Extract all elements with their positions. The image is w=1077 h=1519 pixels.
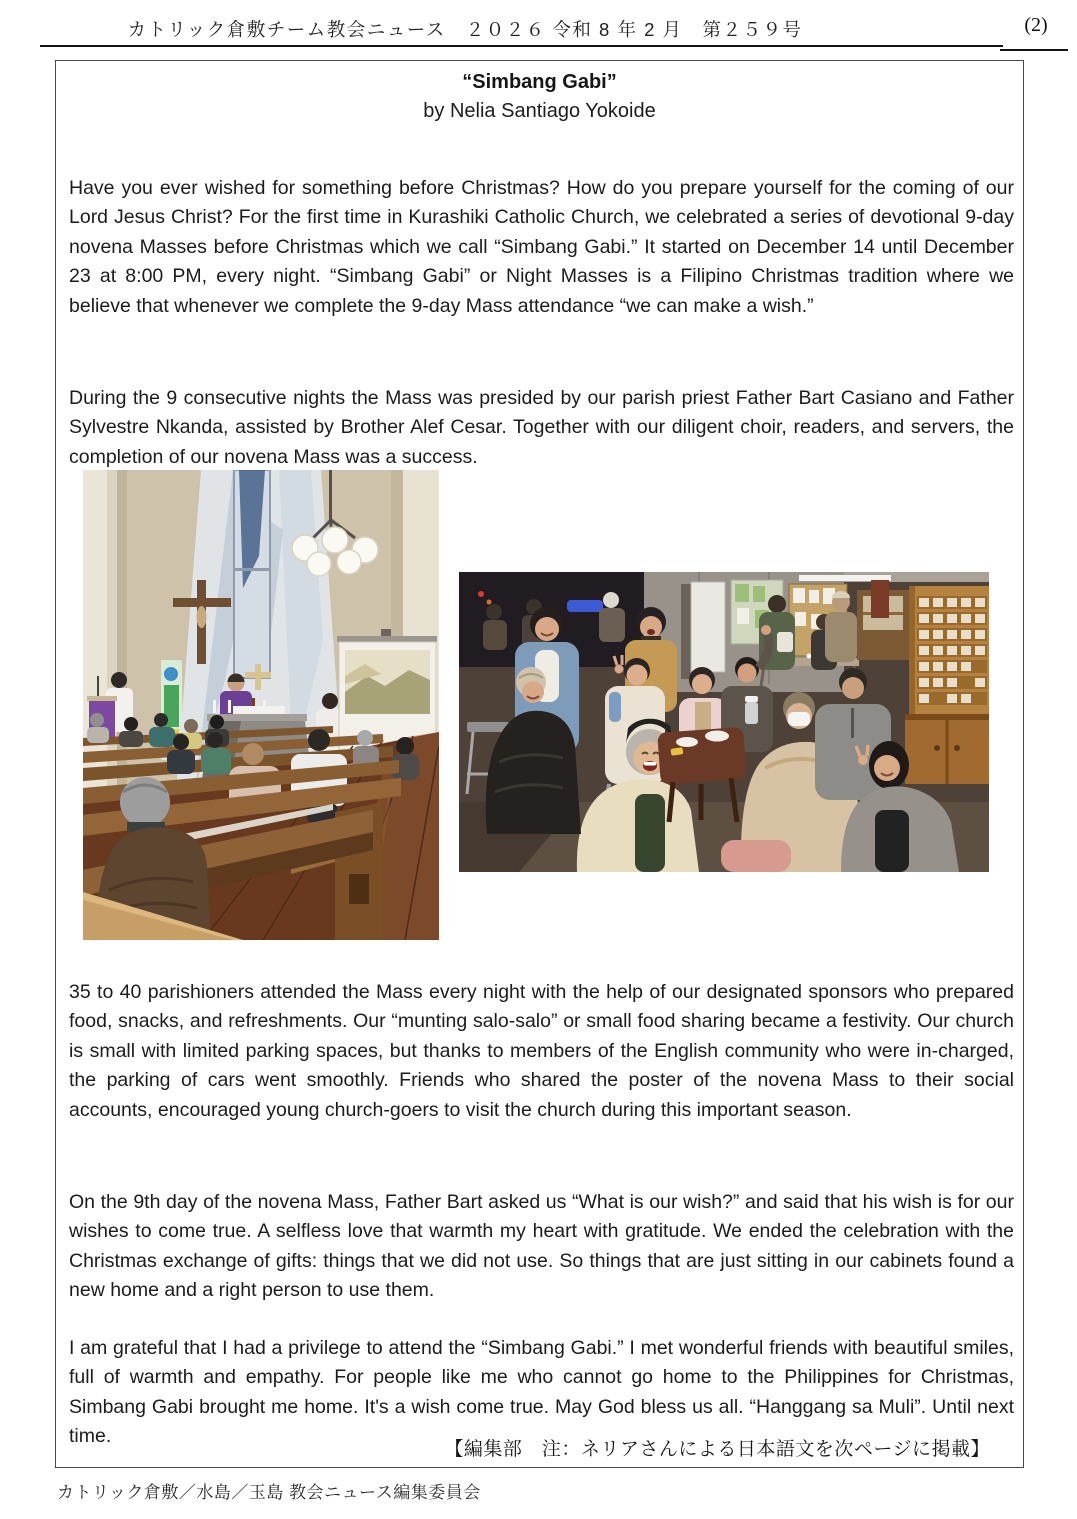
church-mass-photo	[83, 470, 439, 940]
article-byline: by Nelia Santiago Yokoide	[423, 100, 656, 122]
page-number-underline	[1000, 49, 1068, 51]
footer-publisher: カトリック倉敷／水島／玉島 教会ニュース編集委員会	[57, 1483, 481, 1502]
article-box	[55, 60, 1024, 1468]
newsletter-title: カトリック倉敷チーム教会ニュース ２０２６ 令和 8 年 2 月 第２５９号	[127, 19, 803, 40]
fellowship-photo	[459, 572, 989, 872]
article-title: “Simbang Gabi”	[462, 71, 617, 93]
paragraph-2: During the 9 consecutive nights the Mass was presided by our parish priest Father Bart Casiano and Father Sylvestre Nkanda, assisted by Brother Alef Cesar. Together with our diligent choir, readers, and servers, the completion of our novena Mass was a success.	[69, 386, 1014, 468]
paragraph-3: 35 to 40 parishioners attended the Mass every night with the help of our designated sponsors who prepared food, snacks, and refreshments. Our “munting salo-salo” or small food sharing became a festivity. Our church is small with limited parking spaces, but thanks to members of the English community who were in-charged, the parking of cars went smoothly. Friends who shared the poster of the novena Mass to their social accounts, encouraged young church-goers to visit the church during this important season.	[69, 980, 1014, 1121]
editor-note: 【編集部 注：ネリアさんによる日本語文を次ページに掲載】	[444, 1439, 990, 1460]
header-divider	[40, 45, 1003, 47]
paragraph-4: On the 9th day of the novena Mass, Father Bart asked us “What is our wish?” and said that his wish is for our wishes to come true. A selfless love that warmth my heart with gratitude. We ended the celebration with the Christmas exchange of gifts: things that we did not use. So things that are just sitting in our cabinets found a new home and a right person to use them.	[69, 1190, 1014, 1302]
paragraph-1: Have you ever wished for something before Christmas? How do you prepare yourself for the coming of our Lord Jesus Christ? For the first time in Kurashiki Catholic Church, we celebrated a series of devotional 9-day novena Masses before Christmas which we call “Simbang Gabi.” It started on December 14 until December 23 at 8:00 PM, every night. “Simbang Gabi” or Night Masses is a Filipino Christmas tradition where we believe that whenever we complete the 9-day Mass attendance “we can make a wish.”	[69, 176, 1014, 317]
page-number: (2)	[1024, 14, 1048, 36]
paragraph-5: I am grateful that I had a privilege to attend the “Simbang Gabi.” I met wonderful friends with beautiful smiles, full of warmth and empathy. For people like me who cannot go home to the Philippines for Christmas, Simbang Gabi brought me home. It's a wish come true. May God bless us all. “Hanggang sa Muli”. Until next time.	[69, 1336, 1014, 1448]
